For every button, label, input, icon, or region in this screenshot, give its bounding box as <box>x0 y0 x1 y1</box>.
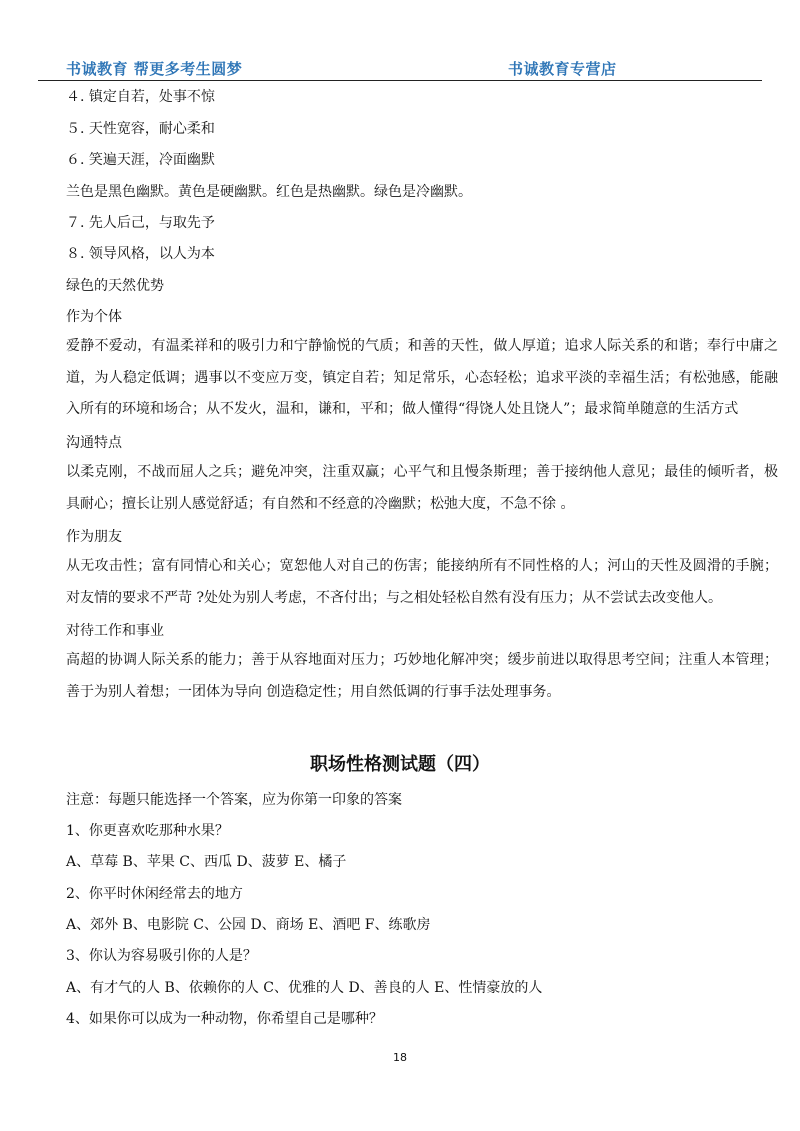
paragraph-communication: 以柔克刚，不战而屈人之兵；避免冲突，注重双赢；心平气和且慢条斯理；善于接纳他人意见；最佳的倾听者，极具耐心；擅长让别人感觉舒适；有自然和不经意的冷幽默；松弛大度，不急不徐 。 <box>66 464 778 512</box>
list-item: ４. 镇定自若，处事不惊 <box>66 89 215 105</box>
body-text: 兰色是黑色幽默。黄色是硬幽默。红色是热幽默。绿色是冷幽默。 <box>66 184 472 200</box>
subsection-heading: 沟通特点 <box>66 435 122 451</box>
header-right-store: 书诚教育专营店 <box>508 60 617 78</box>
quiz-options: A、草莓 B、苹果 C、西瓜 D、菠萝 E、橘子 <box>66 854 347 870</box>
page-header <box>38 56 762 81</box>
quiz-question: 4、如果你可以成为一种动物，你希望自己是哪种？ <box>66 1011 383 1027</box>
list-item: ５. 天性宽容，耐心柔和 <box>66 121 215 137</box>
quiz-title: 职场性格测试题（四） <box>310 754 490 775</box>
quiz-options: A、有才气的人 B、依赖你的人 C、优雅的人 D、善良的人 E、性情豪放的人 <box>66 980 543 996</box>
subsection-heading: 对待工作和事业 <box>66 623 164 639</box>
paragraph-work: 高超的协调人际关系的能力；善于从容地面对压力；巧妙地化解冲突；缓步前进以取得思考空间；注重人本管理；善于为别人着想；一团体为导向 创造稳定性；用自然低调的行事手法处理事务。 <box>66 652 778 700</box>
quiz-note: 注意：每题只能选择一个答案，应为你第一印象的答案 <box>66 792 402 808</box>
subsection-heading: 作为个体 <box>66 309 122 325</box>
paragraph-friend: 从无攻击性；富有同情心和关心；宽恕他人对自己的伤害；能接纳所有不同性格的人；河山的天性及圆滑的手腕；对友情的要求不严苛 ?处处为别人考虑，不吝付出；与之相处轻松自然有没有压力；从不尝试去改变他人。 <box>66 558 778 606</box>
quiz-options: A、郊外 B、电影院 C、公园 D、商场 E、酒吧 F、练歌房 <box>66 917 431 933</box>
header-left-slogan: 书诚教育 帮更多考生圆梦 <box>66 60 243 78</box>
page-number: 18 <box>393 1051 407 1064</box>
quiz-question: 2、你平时休闲经常去的地方 <box>66 886 243 902</box>
list-item: ８. 领导风格，以人为本 <box>66 246 215 262</box>
quiz-question: 1、你更喜欢吃那种水果？ <box>66 823 229 839</box>
list-item: ７. 先人后己，与取先予 <box>66 215 215 231</box>
list-item: ６. 笑遍天涯，冷面幽默 <box>66 152 215 168</box>
paragraph-individual: 爱静不爱动，有温柔祥和的吸引力和宁静愉悦的气质；和善的天性，做人厚道；追求人际关系的和谐；奉行中庸之道，为人稳定低调；遇事以不变应万变，镇定自若；知足常乐，心态轻松；追求平淡的幸福生活；有松弛感，能融入所有的环境和场合；从不发火，温和，谦和，平和；做人懂得“得饶人处且饶人”；最求简单随意的生活方式 <box>66 338 778 417</box>
section-heading: 绿色的天然优势 <box>66 278 164 294</box>
subsection-heading: 作为朋友 <box>66 529 122 545</box>
quiz-question: 3、你认为容易吸引你的人是？ <box>66 948 257 964</box>
